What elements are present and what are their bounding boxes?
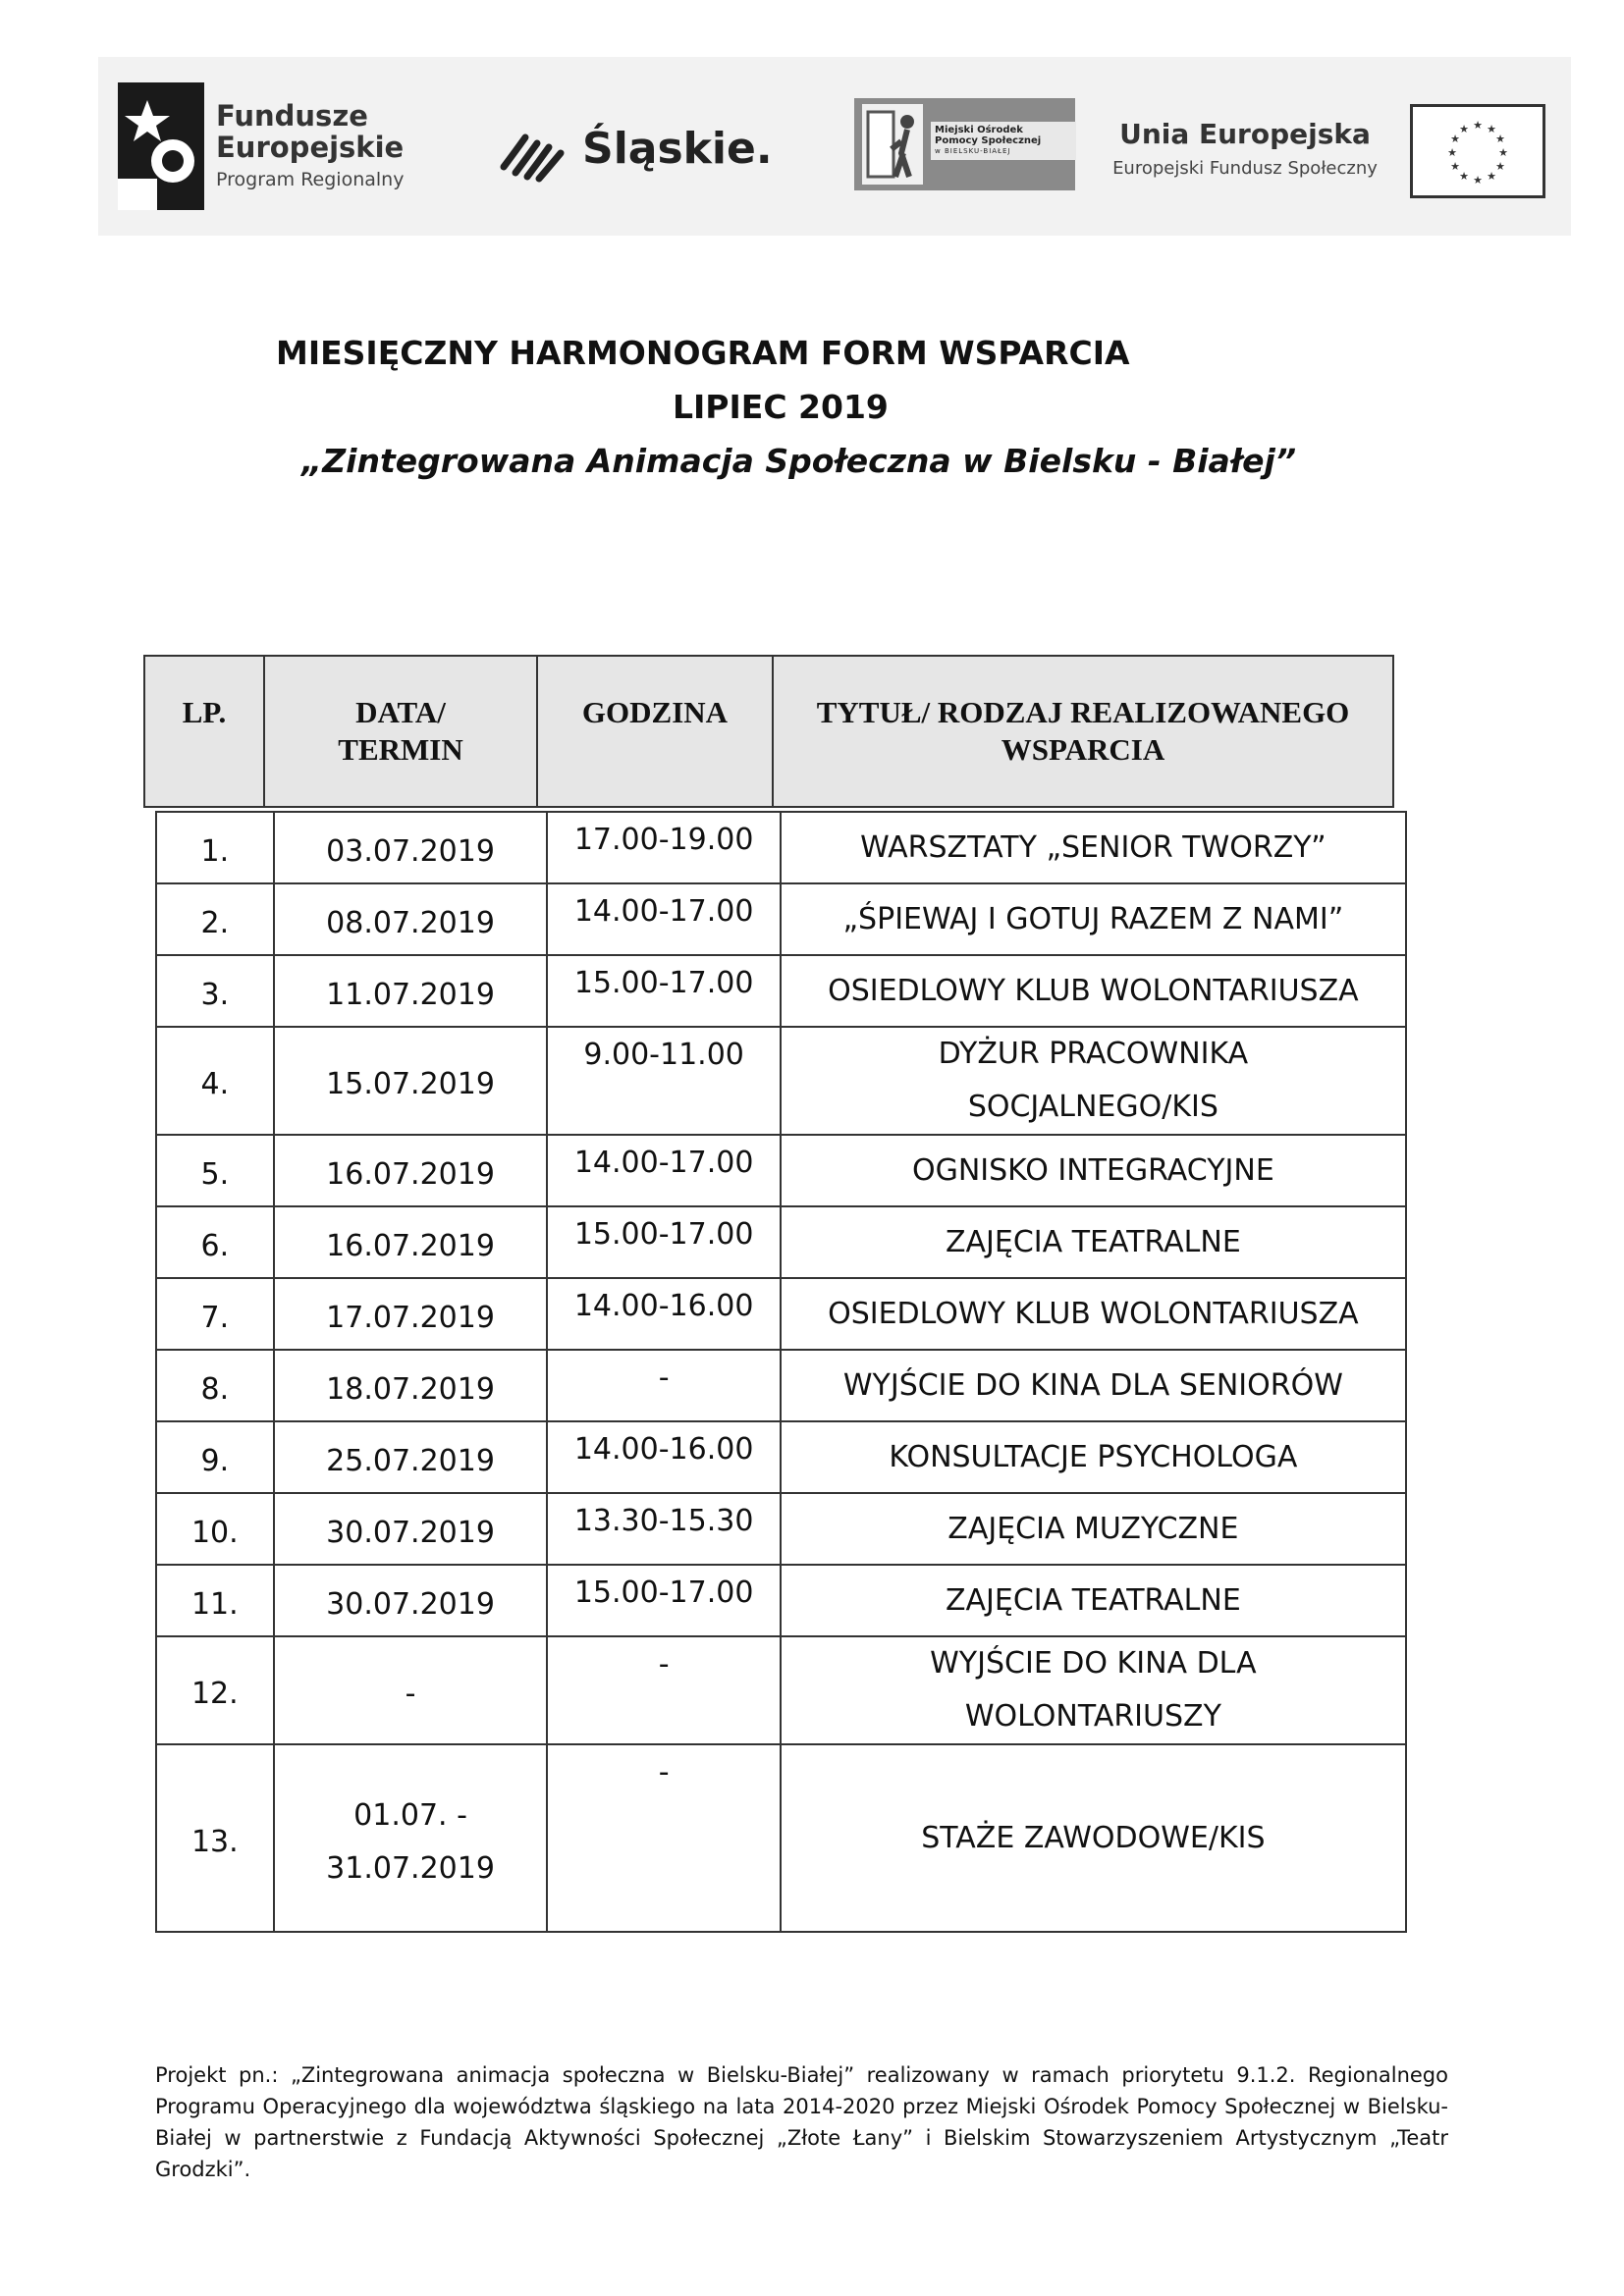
row-time: 13.30-15.30 bbox=[547, 1493, 780, 1565]
row-number: 12. bbox=[156, 1636, 274, 1744]
fe-line1: Fundusze bbox=[216, 99, 368, 133]
header-title-line1: TYTUŁ/ RODZAJ REALIZOWANEGO bbox=[816, 695, 1350, 729]
row-number: 10. bbox=[156, 1493, 274, 1565]
project-name: „Zintegrowana Animacja Społeczna w Bielsku - Białej” bbox=[301, 442, 1297, 480]
header-time bbox=[538, 657, 774, 806]
slaskie-logo-icon bbox=[496, 116, 574, 185]
header-lp bbox=[145, 657, 265, 806]
row-date: 15.07.2019 bbox=[274, 1027, 548, 1135]
row-date: 30.07.2019 bbox=[274, 1493, 548, 1565]
svg-text:★: ★ bbox=[1450, 160, 1460, 173]
row-time: 14.00-16.00 bbox=[547, 1278, 780, 1350]
row-date: 18.07.2019 bbox=[274, 1350, 548, 1421]
header-date-line2: TERMIN bbox=[338, 732, 463, 767]
row-number: 9. bbox=[156, 1421, 274, 1493]
row-date: 30.07.2019 bbox=[274, 1565, 548, 1636]
row-title: STAŻE ZAWODOWE/KIS bbox=[781, 1744, 1406, 1932]
row-number: 2. bbox=[156, 883, 274, 955]
ue-line2: Europejski Fundusz Społeczny bbox=[1112, 158, 1378, 179]
slaskie-logo bbox=[496, 116, 781, 185]
row-number: 8. bbox=[156, 1350, 274, 1421]
row-time: - bbox=[547, 1744, 780, 1932]
mops-text bbox=[931, 122, 1076, 160]
header-title-line2: WSPARCIA bbox=[1001, 732, 1165, 767]
svg-text:★: ★ bbox=[1487, 123, 1496, 135]
row-time: 9.00-11.00 bbox=[547, 1027, 780, 1135]
row-title: ZAJĘCIA MUZYCZNE bbox=[781, 1493, 1406, 1565]
row-time: 17.00-19.00 bbox=[547, 812, 780, 883]
svg-text:★: ★ bbox=[1473, 174, 1483, 187]
fundusze-europejskie-text bbox=[216, 100, 404, 190]
row-number: 1. bbox=[156, 812, 274, 883]
table-row bbox=[156, 812, 1406, 883]
header-title bbox=[774, 657, 1392, 806]
table-row bbox=[156, 1206, 1406, 1278]
page-title: MIESIĘCZNY HARMONOGRAM FORM WSPARCIA bbox=[276, 334, 1130, 372]
row-title: DYŻUR PRACOWNIKA SOCJALNEGO/KIS bbox=[781, 1027, 1406, 1135]
fundusze-europejskie-logo bbox=[118, 82, 432, 210]
row-time: - bbox=[547, 1636, 780, 1744]
svg-text:★: ★ bbox=[1473, 119, 1483, 132]
svg-text:★: ★ bbox=[1498, 146, 1508, 159]
svg-text:★: ★ bbox=[1459, 123, 1469, 135]
fe-line3: Program Regionalny bbox=[216, 169, 405, 190]
header-date-line1: DATA/ bbox=[355, 695, 446, 729]
project-footer-note: Projekt pn.: „Zintegrowana animacja społeczna w Bielsku-Białej” realizowany w ramach priorytetu 9.1.2. Regionalnego Programu Operacyjnego dla województwa śląskiego na lata 2014-2020 przez Miejski Ośrodek Pomocy Społecznej w Bielsku-Białej w partnerstwie z Fundacją Aktywności Społecznej „Złote Łany” i Bielskim Stowarzyszeniem Artystycznym „Teatr Grodzki”. bbox=[155, 2063, 1448, 2181]
logo-bar bbox=[98, 57, 1571, 236]
slaskie-text: Śląskie. bbox=[582, 124, 773, 174]
svg-text:★: ★ bbox=[1487, 170, 1496, 183]
table-row bbox=[156, 1350, 1406, 1421]
schedule-table bbox=[155, 811, 1407, 1933]
row-time: 14.00-17.00 bbox=[547, 883, 780, 955]
page-subtitle-month: LIPIEC 2019 bbox=[673, 388, 889, 426]
row-title: WARSZTATY „SENIOR TWORZY” bbox=[781, 812, 1406, 883]
header-date bbox=[265, 657, 538, 806]
svg-text:★: ★ bbox=[1450, 133, 1460, 145]
row-date: 17.07.2019 bbox=[274, 1278, 548, 1350]
fe-line2: Europejskie bbox=[216, 131, 405, 164]
row-number: 6. bbox=[156, 1206, 274, 1278]
row-time: 15.00-17.00 bbox=[547, 955, 780, 1027]
header-time-line: GODZINA bbox=[581, 695, 729, 729]
fundusze-europejskie-logo-icon bbox=[118, 82, 204, 210]
row-number: 13. bbox=[156, 1744, 274, 1932]
eu-flag-icon bbox=[1413, 107, 1543, 195]
row-title: OGNISKO INTEGRACYJNE bbox=[781, 1135, 1406, 1206]
row-number: 4. bbox=[156, 1027, 274, 1135]
row-number: 5. bbox=[156, 1135, 274, 1206]
row-date: 25.07.2019 bbox=[274, 1421, 548, 1493]
svg-text:★: ★ bbox=[1495, 160, 1505, 173]
schedule-table-body bbox=[156, 812, 1406, 1932]
row-time: - bbox=[547, 1350, 780, 1421]
header-lp-line: LP. bbox=[182, 695, 227, 729]
table-row bbox=[156, 1027, 1406, 1135]
row-number: 11. bbox=[156, 1565, 274, 1636]
row-number: 7. bbox=[156, 1278, 274, 1350]
row-date: 16.07.2019 bbox=[274, 1206, 548, 1278]
table-row bbox=[156, 1278, 1406, 1350]
mops-line2: Pomocy Społecznej bbox=[935, 135, 1042, 146]
row-date: 03.07.2019 bbox=[274, 812, 548, 883]
row-time: 15.00-17.00 bbox=[547, 1565, 780, 1636]
row-title: ZAJĘCIA TEATRALNE bbox=[781, 1206, 1406, 1278]
mops-logo bbox=[854, 98, 1075, 190]
row-date: 01.07. - 31.07.2019 bbox=[274, 1744, 548, 1932]
table-row bbox=[156, 883, 1406, 955]
row-date: 16.07.2019 bbox=[274, 1135, 548, 1206]
row-title: WYJŚCIE DO KINA DLA WOLONTARIUSZY bbox=[781, 1636, 1406, 1744]
row-title: „ŚPIEWAJ I GOTUJ RAZEM Z NAMI” bbox=[781, 883, 1406, 955]
mops-logo-icon bbox=[862, 104, 923, 185]
mops-line1: Miejski Ośrodek bbox=[935, 125, 1023, 135]
table-row bbox=[156, 955, 1406, 1027]
row-title: ZAJĘCIA TEATRALNE bbox=[781, 1565, 1406, 1636]
row-title: KONSULTACJE PSYCHOLOGA bbox=[781, 1421, 1406, 1493]
table-row bbox=[156, 1565, 1406, 1636]
row-number: 3. bbox=[156, 955, 274, 1027]
row-time: 15.00-17.00 bbox=[547, 1206, 780, 1278]
eu-flag bbox=[1410, 104, 1545, 198]
table-row bbox=[156, 1493, 1406, 1565]
row-date: 08.07.2019 bbox=[274, 883, 548, 955]
row-title: OSIEDLOWY KLUB WOLONTARIUSZA bbox=[781, 955, 1406, 1027]
table-row bbox=[156, 1421, 1406, 1493]
unia-europejska-text bbox=[1098, 118, 1392, 179]
mops-line3: w BIELSKU-BIAŁEJ bbox=[935, 147, 1011, 155]
schedule-table-header bbox=[143, 655, 1394, 808]
table-row bbox=[156, 1744, 1406, 1932]
ue-line1: Unia Europejska bbox=[1119, 118, 1371, 150]
row-title: OSIEDLOWY KLUB WOLONTARIUSZA bbox=[781, 1278, 1406, 1350]
row-time: 14.00-16.00 bbox=[547, 1421, 780, 1493]
table-row bbox=[156, 1636, 1406, 1744]
row-time: 14.00-17.00 bbox=[547, 1135, 780, 1206]
row-date: 11.07.2019 bbox=[274, 955, 548, 1027]
svg-text:★: ★ bbox=[1495, 133, 1505, 145]
table-row bbox=[156, 1135, 1406, 1206]
row-date: - bbox=[274, 1636, 548, 1744]
svg-text:★: ★ bbox=[1459, 170, 1469, 183]
row-title: WYJŚCIE DO KINA DLA SENIORÓW bbox=[781, 1350, 1406, 1421]
svg-text:★: ★ bbox=[1447, 146, 1457, 159]
